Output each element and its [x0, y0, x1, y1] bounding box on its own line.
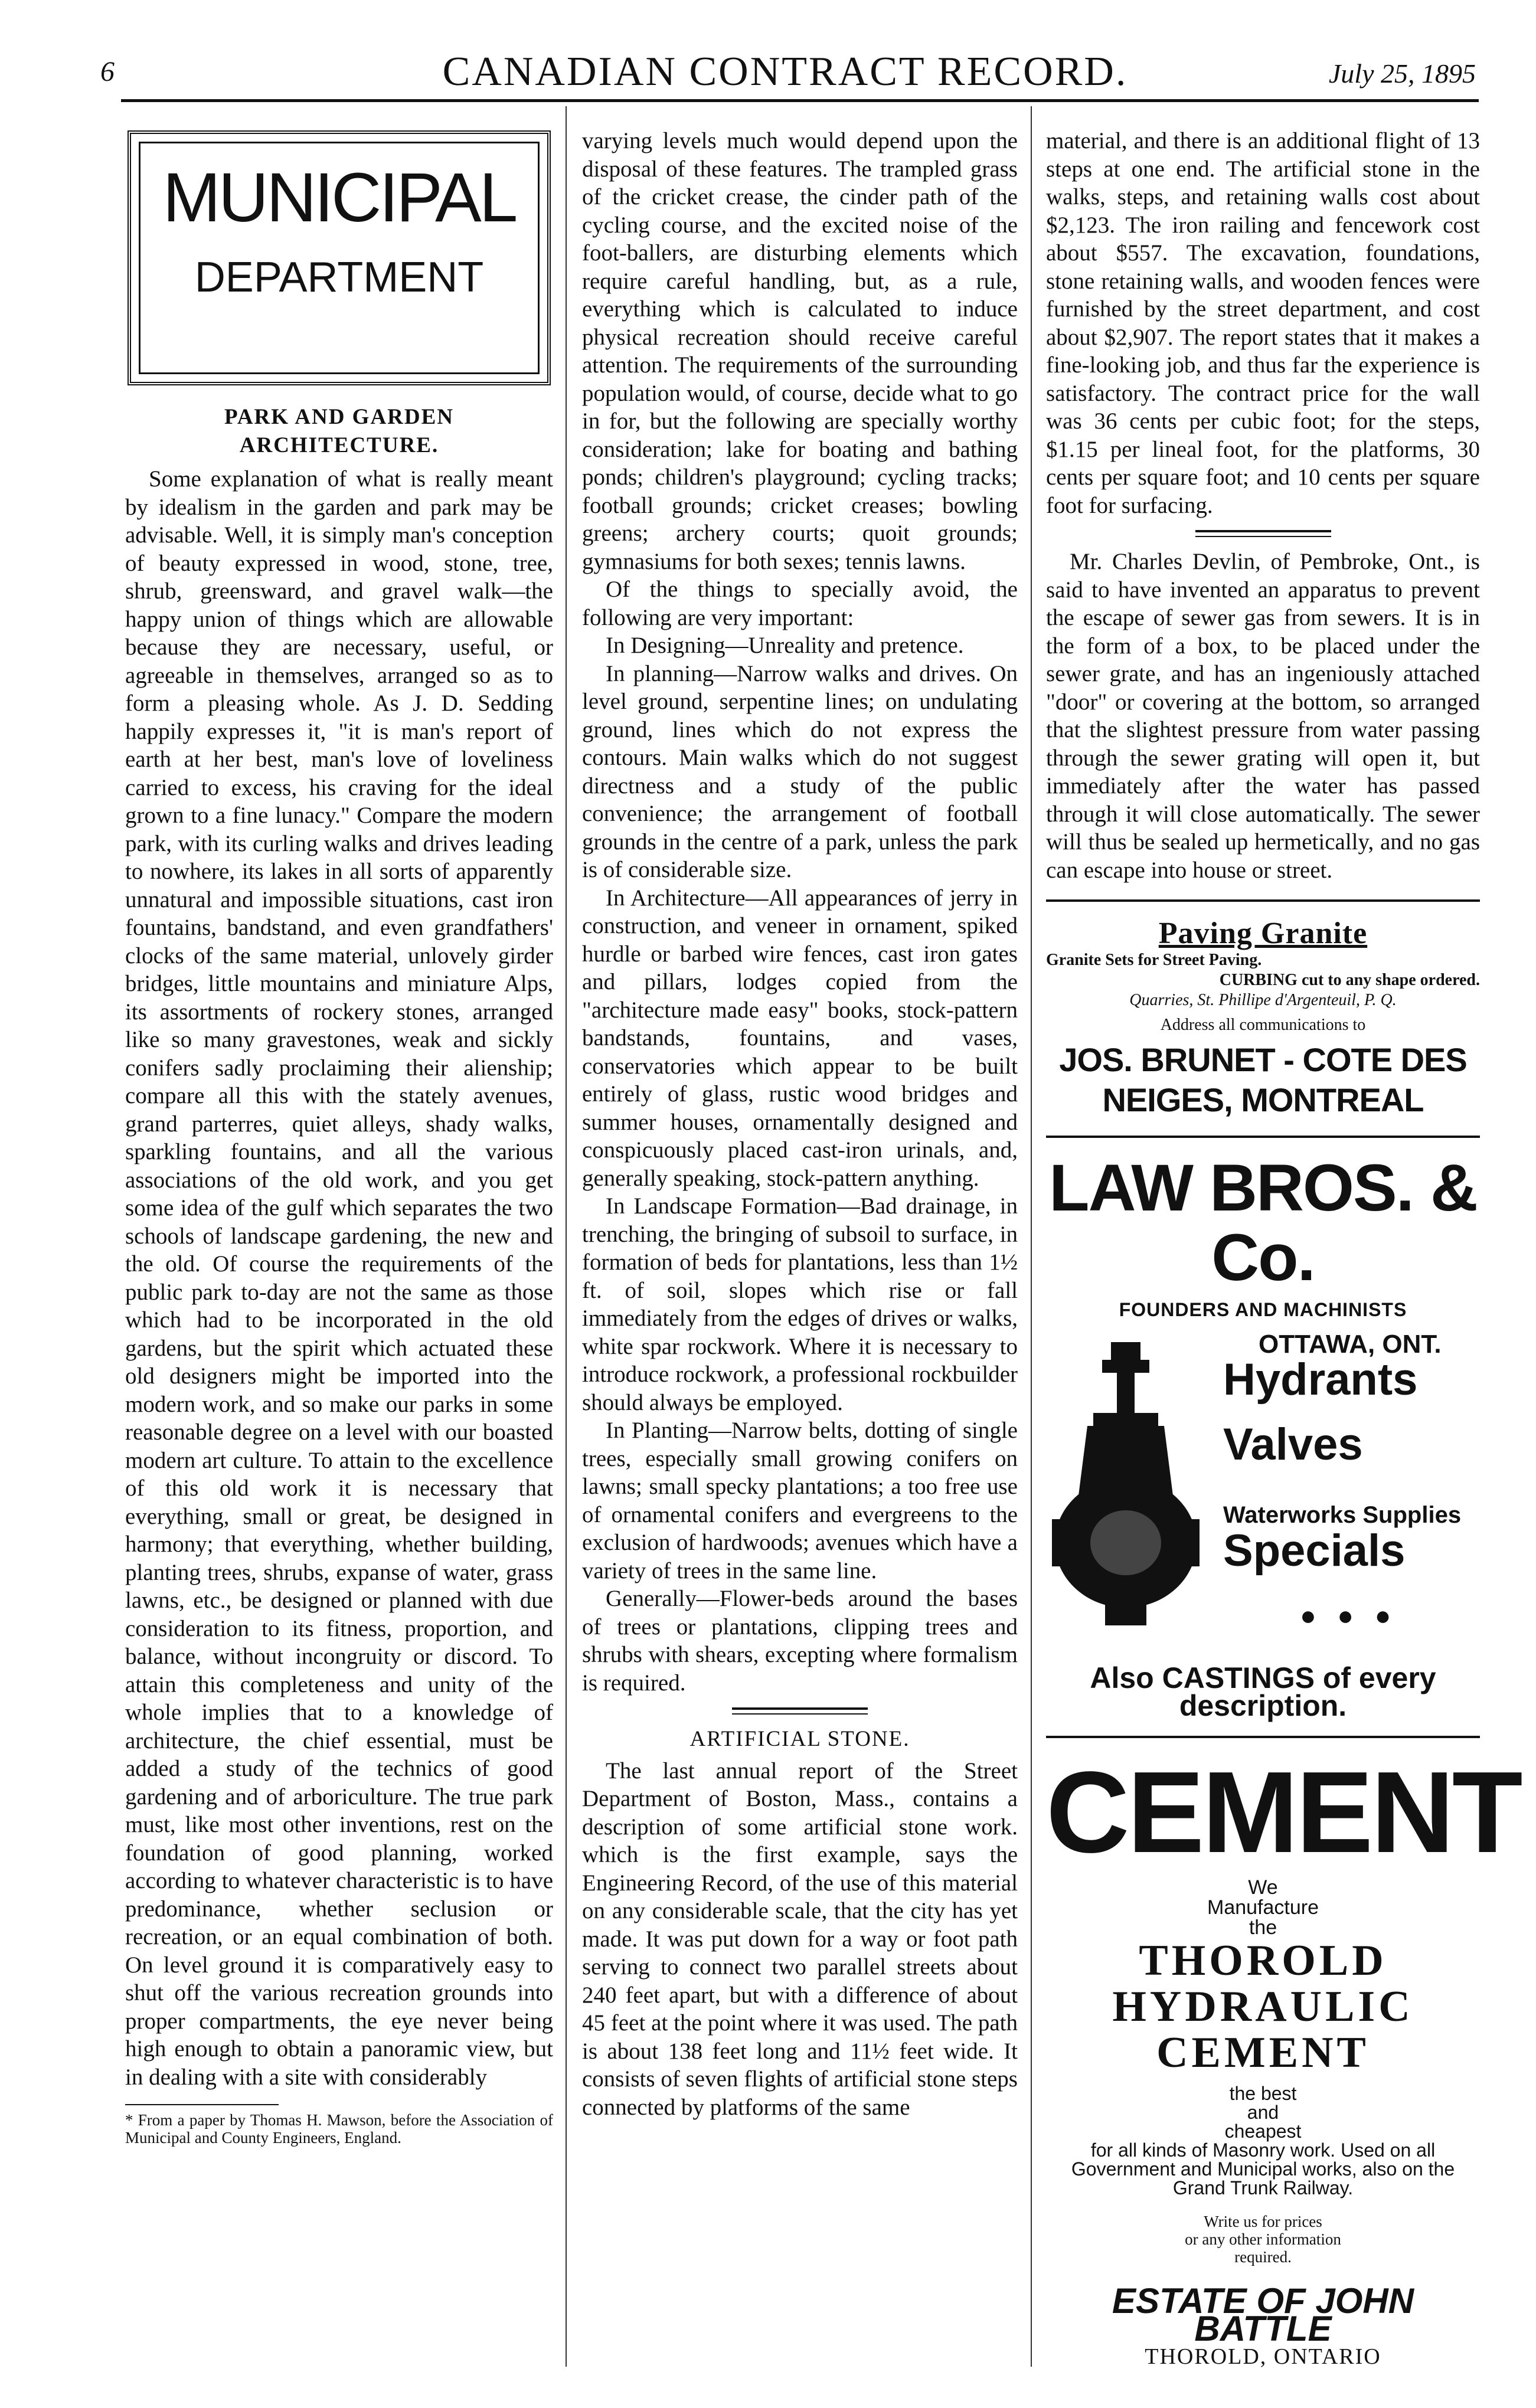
- ad-dots: ● ● ●: [1300, 1600, 1398, 1631]
- section-divider: [732, 1707, 868, 1715]
- article-paragraph: In Architecture—All appearances of jerry in construction, and veneer in ornament, spiked hurdle or barbed wire fences, cast iron gates and pillars, lodges copied from the "architecture made easy" books, stock-pattern bandstands, fountains, and vases, conservatories which appear to be built entirely of glass, rustic wood bridges and summer houses, ornamentally designed and conspicuously placed cast-iron urinals, and, generally speaking, stock-pattern anything.: [582, 885, 1018, 1191]
- ad-product: HYDRAULIC: [1112, 1982, 1414, 2031]
- article-paragraph: In Landscape Formation—Bad drainage, in trenching, the bringing of subsoil to surface, in formation of beds for plantations, less than 1½ ft. of soil, slopes which rise or fall immediately from the edges of drives or walks, white spar rockwork. Where it is necessary to introduce rockwork, a professional rockbuilder should always be employed.: [582, 1193, 1018, 1415]
- header-rule: [121, 99, 1479, 102]
- ad-line: Granite Sets for Street Paving.: [1046, 951, 1262, 969]
- ad-product: CEMENT: [1156, 2028, 1370, 2077]
- section-divider: [1195, 530, 1331, 537]
- paving-granite-ad: [1046, 917, 1480, 1120]
- footnote: * From a paper by Thomas H. Mawson, before the Association of Municipal and County Engineers, England.: [125, 2111, 553, 2147]
- ad-product: Hydrants: [1223, 1354, 1418, 1405]
- ad-subtitle: FOUNDERS AND MACHINISTS: [1119, 1299, 1407, 1320]
- ad-line: Write us for prices: [1204, 2212, 1322, 2230]
- ad-product: THOROLD: [1139, 1936, 1387, 1985]
- ad-line: Quarries, St. Phillipe d'Argenteuil, P. Q.: [1129, 991, 1397, 1009]
- column-1: [125, 127, 553, 2147]
- article-paragraph: Of the things to specially avoid, the following are very important:: [582, 577, 1018, 630]
- ad-line: Address all communications to: [1160, 1016, 1366, 1034]
- ad-rule: [1046, 1736, 1480, 1738]
- article-paragraph: Generally—Flower-beds around the bases of trees or plantations, clipping trees and shrubs with shears, excepting where formalism is required.: [582, 1586, 1018, 1696]
- article-paragraph: material, and there is an additional flight of 13 steps at one end. The artificial stone in the walks, steps, and retaining walls cost about $2,123. The iron railing and fencework cost about $557. The excavation, foundations, stone retaining walls, and wooden fences were furnished by the street department, and cost about $2,907. The report states that it makes a fine-looking job, and thus far the experience is satisfactory. The contract price for the wall was 36 cents per cubic foot; for the steps, $1.15 per lineal foot, for the platforms, 30 cents per square foot; and 10 cents per square foot for surfacing.: [1046, 128, 1480, 518]
- column-divider: [566, 106, 567, 2367]
- publication-title: CANADIAN CONTRACT RECORD.: [442, 49, 1128, 94]
- article-title: PARK AND GARDEN ARCHITECTURE.: [224, 405, 455, 457]
- ad-line: and: [1247, 2101, 1279, 2123]
- article-paragraph: In planning—Narrow walks and drives. On level ground, serpentine lines; on undulating ground, lines which do not express the contours. Main walks which do not suggest directness and a study of the public convenience; the arrangement of football grounds in the centre of a park, unless the park is of considerable size.: [582, 660, 1018, 882]
- article-paragraph: In Designing—Unreality and pretence.: [606, 633, 964, 658]
- law-bros-ad: [1046, 1153, 1480, 1720]
- ad-city: OTTAWA, ONT.: [1259, 1329, 1442, 1359]
- ad-line: cheapest: [1224, 2120, 1302, 2142]
- ad-advertiser: LAW BROS. & Co.: [1049, 1151, 1477, 1294]
- article-paragraph: Some explanation of what is really meant by idealism in the garden and park may be advisable. Well, it is simply man's conception of beauty expressed in wood, stone, tree, shrub, greensward, and gravel walk—the happy union of things which are allowable because they are necessary, useful, or agreeable in themselves, arranged so as to form a pleasing whole. As J. D. Sedding happily expresses it, "it is man's report of earth at her best, man's love of loveliness carried to excess, his craving for the ideal grown to a fine lunacy." Compare the modern park, with its curling walks and drives leading to nowhere, its lakes in all sorts of apparently unnatural and impossible situations, cast iron fountains, bandstand, and even grandfathers' clocks of the same material, unlovely girder bridges, little mountains and miniature Alps, its assortments of rockery stones, arranged like so many gravestones, weak and sickly conifers sadly proclaiming their alienship; compare all this with the stately avenues, grand parterres, quiet alleys, shady walks, sparkling fountains, and all the various associations of the old work, and you get some idea of the gulf which separates the two schools of landscape gardening, the new and the old. Of course the requirements of the public park to-day are not the same as those which had to be incorporated in the old gardens, but the spirit which actuated these old designers might be imported into the modern work, and so make our parks in some reasonable degree on a level with our boasted modern art culture. To attain to the excellence of this old work it is necessary that everything, small or great, be designed in harmony; that everything, whether building, planting trees, shrubs, expanse of water, grass lawns, etc., be designed or planned with due consideration to its fitness, proportion, and balance, without incongruity or discord. To attain this completeness and unity of the whole implies that to a knowledge of architecture, the chief essential, must be added a study of the technics of good gardening and of arboriculture. The true park must, like most other inventions, rest on the foundation of good planning, worked according to whatever characteristic is to have predominance, whether seclusion or recreation, or an equal combination of both. On level ground it is comparatively easy to shut off the various recreation grounds into proper compartments, the eye never being high enough to obtain a panoramic view, but in dealing with a site with considerably: [125, 466, 553, 2090]
- article-title: ARTIFICIAL STONE.: [689, 1727, 910, 1751]
- page-number: 6: [100, 56, 115, 87]
- ad-headline: CEMENT: [1046, 1747, 1521, 1877]
- issue-date: July 25, 1895: [1328, 58, 1476, 89]
- ad-advertiser: ESTATE OF JOHN BATTLE: [1112, 2281, 1414, 2348]
- column-3: [1046, 127, 1521, 2371]
- banner-line-1: MUNICIPAL: [162, 159, 516, 237]
- ad-city: THOROLD, ONTARIO: [1145, 2344, 1381, 2369]
- column-2: [582, 127, 1018, 2121]
- page-header: [94, 48, 1476, 102]
- ad-rule: [1046, 899, 1480, 902]
- article-paragraph: The last annual report of the Street Department of Boston, Mass., contains a description of some artificial stone work. which is the first example, says the Engineering Record, of the use of this material on any considerable scale, that the city has yet made. It was put down for a way or foot path serving to connect two parallel streets about 240 feet apart, but with a difference of about 45 feet at the point where it was used. The path is about 138 feet long and 11½ feet wide. It consists of seven flights of artificial stone steps connected by platforms of the same: [582, 1758, 1018, 2120]
- ad-description: for all kinds of Masonry work. Used on all Government and Municipal works, also on the Grand Trunk Railway.: [1071, 2139, 1455, 2198]
- ad-footer: Also CASTINGS of every description.: [1090, 1661, 1436, 1722]
- ad-rule: [1046, 1136, 1480, 1138]
- ad-body: [1046, 1324, 1480, 1661]
- ad-line: We: [1248, 1876, 1278, 1899]
- footnote-rule: [125, 2104, 279, 2105]
- article-paragraph: Mr. Charles Devlin, of Pembroke, Ont., is said to have invented an apparatus to prevent the escape of sewer gas from sewers. It is in the form of a box, to be placed under the sewer grate, and has an ingeniously attached "door" or covering at the bottom, so arranged that the slightest pressure from water passing through the sewer grating will open it, but immediately after the water has passed through it will close automatically. The sewer will thus be sealed up hermetically, and no gas can escape into house or street.: [1046, 549, 1480, 883]
- ad-product: Specials: [1223, 1525, 1406, 1576]
- article-paragraph: In Planting—Narrow belts, dotting of single trees, especially small growing conifers on lawns; small specky plantations; a too free use of ornamental conifers and evergreens to the exclusion of hardwoods; avenues which have a variety of trees in the same line.: [582, 1418, 1018, 1583]
- article-paragraph: varying levels much would depend upon the disposal of these features. The trampled grass of the cricket crease, the cinder path of the cycling course, and the excited noise of the foot-ballers, are disturbing elements which require careful handling, but, as a rule, everything which is calculated to induce physical recreation should receive careful attention. The requirements of the surrounding population would, of course, decide what to go in for, but the following are specially worthy consideration; lake for boating and bathing ponds; children's playground; cycling tracks; football grounds; cricket creases; bowling greens; archery courts; quoit grounds; gymnasiums for both sexes; tennis lawns.: [582, 128, 1018, 574]
- ad-line: the: [1249, 1916, 1277, 1939]
- hydrant-valve-illustration: [1052, 1342, 1200, 1637]
- ad-advertiser: JOS. BRUNET - COTE DES NEIGES, MONTREAL: [1059, 1041, 1467, 1118]
- cement-ad: [1046, 1747, 1521, 2371]
- ad-line: or any other information: [1185, 2230, 1341, 2248]
- column-divider: [1031, 106, 1032, 2367]
- ad-line: required.: [1234, 2247, 1292, 2266]
- municipal-department-banner: [128, 130, 551, 385]
- ad-product: Valves: [1223, 1419, 1363, 1470]
- ad-line: the best: [1229, 2082, 1297, 2104]
- ad-product: Waterworks Supplies: [1223, 1501, 1462, 1528]
- ad-line: CURBING cut to any shape ordered.: [1219, 971, 1480, 989]
- ad-title: Paving Granite: [1158, 917, 1368, 950]
- ad-line: Manufacture: [1207, 1896, 1319, 1919]
- banner-line-2: DEPARTMENT: [194, 254, 484, 301]
